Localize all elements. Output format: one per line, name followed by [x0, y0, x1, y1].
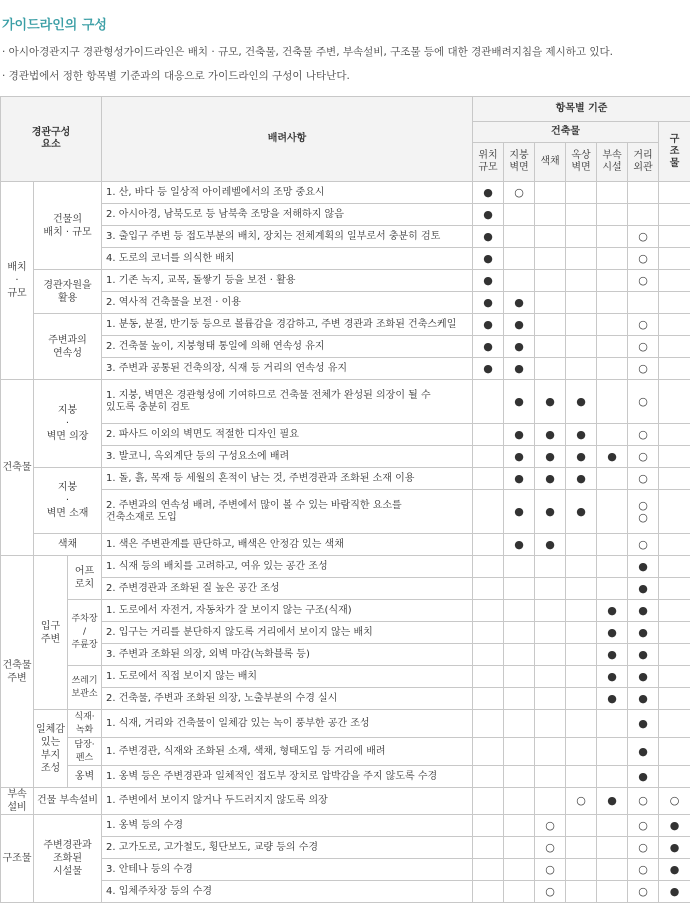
criteria-mark — [473, 766, 504, 788]
criteria-mark — [473, 446, 504, 468]
criteria-mark: ● — [473, 182, 504, 204]
criteria-mark — [597, 314, 628, 336]
group-layout-scale: 배치 · 규모 — [1, 182, 34, 380]
criteria-mark: ● — [628, 578, 659, 600]
criteria-mark: ● — [473, 248, 504, 270]
criteria-mark — [566, 881, 597, 903]
criteria-mark: ● — [566, 468, 597, 490]
criteria-mark — [597, 738, 628, 766]
subgroup-roof-wall-design: 지붕 · 벽면 의장 — [34, 380, 102, 468]
criteria-mark: ● — [566, 446, 597, 468]
criteria-mark: ● — [628, 644, 659, 666]
consideration-item: 2. 주변경관과 조화된 질 높은 공간 조성 — [102, 578, 473, 600]
consideration-item: 1. 기존 녹지, 교목, 돌쌓기 등을 보전 · 활용 — [102, 270, 473, 292]
criteria-mark — [628, 204, 659, 226]
criteria-mark: ● — [566, 424, 597, 446]
criteria-mark: ● — [597, 446, 628, 468]
criteria-mark — [566, 859, 597, 881]
criteria-mark — [566, 837, 597, 859]
criteria-mark: ● — [597, 666, 628, 688]
criteria-mark — [504, 766, 535, 788]
consideration-item: 1. 분동, 분절, 반기둥 등으로 볼륨감을 경감하고, 주변 경관과 조화된 건축스케일 — [102, 314, 473, 336]
criteria-mark — [473, 622, 504, 644]
criteria-mark: ● — [628, 766, 659, 788]
criteria-mark — [473, 578, 504, 600]
consideration-item: 1. 돌, 흙, 목재 등 세월의 흔적이 남는 것, 주변경관과 조화된 소재 이용 — [102, 468, 473, 490]
criteria-mark — [659, 204, 690, 226]
subgroup-entrance: 입구 주변 — [34, 556, 68, 710]
criteria-mark — [566, 248, 597, 270]
criteria-mark: ○ — [535, 815, 566, 837]
subgroup-landscape-resource: 경관자원을 활용 — [34, 270, 102, 314]
criteria-mark — [597, 837, 628, 859]
criteria-mark — [535, 292, 566, 314]
criteria-mark — [504, 688, 535, 710]
criteria-mark — [504, 204, 535, 226]
criteria-mark — [535, 666, 566, 688]
item-approach: 어프 로치 — [68, 556, 102, 600]
consideration-item: 1. 주변에서 보이지 않거나 두드러지지 않도록 의장 — [102, 788, 473, 815]
criteria-mark — [473, 534, 504, 556]
criteria-mark — [659, 490, 690, 534]
criteria-mark — [535, 578, 566, 600]
col-auxiliary: 부속 시설 — [597, 143, 628, 182]
criteria-mark — [597, 534, 628, 556]
criteria-mark — [659, 424, 690, 446]
criteria-mark: ● — [504, 292, 535, 314]
criteria-mark: ● — [659, 859, 690, 881]
criteria-mark: ● — [504, 490, 535, 534]
subgroup-roof-wall-material: 지붕 · 벽면 소재 — [34, 468, 102, 534]
item-fence: 담장· 펜스 — [68, 738, 102, 766]
criteria-mark — [659, 622, 690, 644]
criteria-mark — [659, 468, 690, 490]
criteria-mark: ● — [628, 738, 659, 766]
criteria-mark — [473, 600, 504, 622]
criteria-mark: ○ — [535, 881, 566, 903]
criteria-mark — [473, 490, 504, 534]
col-rooftop-wall: 옥상 벽면 — [566, 143, 597, 182]
criteria-mark — [597, 336, 628, 358]
criteria-mark: ● — [628, 666, 659, 688]
criteria-mark — [597, 468, 628, 490]
group-structure: 구조물 — [1, 815, 34, 903]
consideration-item: 1. 지붕, 벽면은 경관형성에 기여하므로 건축물 전체가 완성된 의장이 될 수 있도록 충분히 검토 — [102, 380, 473, 424]
criteria-mark — [659, 380, 690, 424]
criteria-mark: ○ — [535, 837, 566, 859]
consideration-item: 2. 건축물 높이, 지붕형태 통일에 의해 연속성 유지 — [102, 336, 473, 358]
criteria-mark — [473, 738, 504, 766]
criteria-mark — [473, 644, 504, 666]
criteria-mark — [473, 556, 504, 578]
criteria-mark: ● — [473, 226, 504, 248]
group-building-surroundings: 건축물 주변 — [1, 556, 34, 788]
criteria-mark — [566, 738, 597, 766]
criteria-mark — [535, 226, 566, 248]
criteria-mark — [473, 424, 504, 446]
criteria-mark — [566, 556, 597, 578]
criteria-mark: ○ — [628, 468, 659, 490]
criteria-mark — [535, 710, 566, 738]
criteria-mark: ● — [504, 358, 535, 380]
criteria-mark — [504, 666, 535, 688]
criteria-mark — [535, 622, 566, 644]
intro-bullet-1: · 아시아경관지구 경관형성가이드라인은 배치 · 규모, 건축물, 건축물 주변, 부속설비, 구조물 등에 대한 경관배려지침을 제시하고 있다. — [2, 46, 614, 58]
criteria-mark: ○ — [628, 424, 659, 446]
criteria-mark — [504, 248, 535, 270]
criteria-mark — [535, 644, 566, 666]
item-garbage: 쓰레기 보관소 — [68, 666, 102, 710]
criteria-mark — [504, 622, 535, 644]
intro-bullet-2: · 경관법에서 정한 항목별 기준과의 대응으로 가이드라인의 구성이 나타난다. — [2, 70, 350, 82]
criteria-mark — [535, 336, 566, 358]
criteria-mark: ○ — [628, 788, 659, 815]
criteria-mark — [566, 534, 597, 556]
criteria-mark — [504, 859, 535, 881]
criteria-mark: ● — [628, 600, 659, 622]
criteria-mark: ● — [597, 622, 628, 644]
criteria-mark — [659, 292, 690, 314]
criteria-mark — [597, 248, 628, 270]
col-roof-wall: 지붕 벽면 — [504, 143, 535, 182]
criteria-mark: ● — [473, 336, 504, 358]
consideration-item: 2. 역사적 건축물을 보전 · 이용 — [102, 292, 473, 314]
criteria-mark: ○ — [628, 815, 659, 837]
criteria-mark — [659, 226, 690, 248]
criteria-mark: ● — [628, 556, 659, 578]
consideration-item: 3. 주변과 조화된 의장, 외벽 마감(녹화블록 등) — [102, 644, 473, 666]
consideration-item: 3. 출입구 주변 등 접도부분의 배치, 장치는 전체계획의 일부로서 충분히 검토 — [102, 226, 473, 248]
criteria-mark: ○ — [628, 446, 659, 468]
consideration-item: 2. 건축물, 주변과 조화된 의장, 노출부분의 수경 실시 — [102, 688, 473, 710]
item-planting: 식재· 녹화 — [68, 710, 102, 738]
criteria-mark — [597, 578, 628, 600]
criteria-mark — [597, 358, 628, 380]
criteria-mark: ● — [628, 622, 659, 644]
criteria-mark: ● — [535, 534, 566, 556]
criteria-mark — [597, 226, 628, 248]
criteria-mark — [535, 358, 566, 380]
criteria-mark: ○ — [628, 248, 659, 270]
criteria-mark — [473, 688, 504, 710]
criteria-mark — [504, 556, 535, 578]
criteria-mark: ● — [597, 600, 628, 622]
header-criteria: 항목별 기준 — [473, 97, 690, 122]
criteria-mark: ● — [535, 380, 566, 424]
criteria-mark: ○ — [628, 859, 659, 881]
consideration-item: 1. 식재, 거리와 건축물이 일체감 있는 녹이 풍부한 공간 조성 — [102, 710, 473, 738]
subgroup-color: 색채 — [34, 534, 102, 556]
criteria-mark — [659, 556, 690, 578]
criteria-mark — [659, 666, 690, 688]
group-building: 건축물 — [1, 380, 34, 556]
criteria-mark: ● — [504, 314, 535, 336]
criteria-mark — [566, 182, 597, 204]
criteria-mark — [659, 644, 690, 666]
guideline-table — [0, 96, 690, 903]
criteria-mark: ● — [566, 490, 597, 534]
header-structure: 구 조 물 — [659, 122, 690, 182]
header-consideration: 배려사항 — [102, 97, 473, 182]
subgroup-unified-site: 일체감 있는 부지 조성 — [34, 710, 68, 788]
criteria-mark: ● — [597, 644, 628, 666]
criteria-mark — [535, 688, 566, 710]
criteria-mark — [504, 578, 535, 600]
criteria-mark: ○ — [628, 270, 659, 292]
criteria-mark — [504, 837, 535, 859]
criteria-mark: ● — [597, 788, 628, 815]
header-element: 경관구성 요소 — [1, 97, 102, 182]
criteria-mark — [659, 270, 690, 292]
criteria-mark — [659, 534, 690, 556]
criteria-mark: ● — [504, 424, 535, 446]
criteria-mark — [535, 270, 566, 292]
criteria-mark — [597, 204, 628, 226]
criteria-mark — [473, 815, 504, 837]
criteria-mark — [566, 600, 597, 622]
criteria-mark — [597, 766, 628, 788]
criteria-mark: ● — [504, 446, 535, 468]
criteria-mark — [566, 688, 597, 710]
consideration-item: 2. 주변과의 연속성 배려, 주변에서 많이 볼 수 있는 바람직한 요소를 건축소재로 도입 — [102, 490, 473, 534]
criteria-mark — [473, 666, 504, 688]
criteria-mark — [659, 738, 690, 766]
consideration-item: 1. 식재 등의 배치를 고려하고, 여유 있는 공간 조성 — [102, 556, 473, 578]
criteria-mark: ● — [504, 468, 535, 490]
consideration-item: 1. 산, 바다 등 일상적 아이레벨에서의 조망 중요시 — [102, 182, 473, 204]
subgroup-building-layout: 건물의 배치 · 규모 — [34, 182, 102, 270]
criteria-mark — [659, 446, 690, 468]
criteria-mark — [566, 578, 597, 600]
criteria-mark — [597, 182, 628, 204]
consideration-item: 2. 입구는 거리를 분단하지 않도록 거리에서 보이지 않는 배치 — [102, 622, 473, 644]
criteria-mark: ● — [535, 446, 566, 468]
consideration-item: 4. 도로의 코너를 의식한 배치 — [102, 248, 473, 270]
criteria-mark — [566, 358, 597, 380]
criteria-mark: ○ — [566, 788, 597, 815]
criteria-mark: ● — [659, 837, 690, 859]
criteria-mark — [535, 788, 566, 815]
criteria-mark — [535, 738, 566, 766]
criteria-mark — [473, 881, 504, 903]
criteria-mark — [597, 556, 628, 578]
item-retaining-wall: 옹벽 — [68, 766, 102, 788]
criteria-mark: ● — [659, 815, 690, 837]
criteria-mark — [504, 788, 535, 815]
criteria-mark: ○ — [628, 358, 659, 380]
consideration-item: 1. 색은 주변관계를 판단하고, 배색은 안정감 있는 색채 — [102, 534, 473, 556]
criteria-mark — [535, 248, 566, 270]
criteria-mark — [597, 424, 628, 446]
subgroup-continuity: 주변과의 연속성 — [34, 314, 102, 380]
criteria-mark — [566, 666, 597, 688]
criteria-mark: ○ — [659, 788, 690, 815]
criteria-mark — [628, 292, 659, 314]
consideration-item: 1. 옹벽 등은 주변경관과 일체적인 접도부 장치로 압박감을 주지 않도록 수경 — [102, 766, 473, 788]
criteria-mark: ○ — [628, 336, 659, 358]
criteria-mark — [566, 710, 597, 738]
criteria-mark — [659, 182, 690, 204]
page-title: 가이드라인의 구성 — [2, 18, 107, 33]
criteria-mark — [566, 644, 597, 666]
criteria-mark: ○ — [628, 226, 659, 248]
table-header — [1, 97, 690, 182]
criteria-mark — [504, 738, 535, 766]
criteria-mark — [535, 314, 566, 336]
criteria-mark — [597, 380, 628, 424]
criteria-mark: ○ — [628, 837, 659, 859]
consideration-item: 1. 옹벽 등의 수경 — [102, 815, 473, 837]
criteria-mark: ● — [504, 380, 535, 424]
criteria-mark: ● — [504, 336, 535, 358]
criteria-mark: ● — [566, 380, 597, 424]
criteria-mark — [473, 710, 504, 738]
criteria-mark: ● — [473, 314, 504, 336]
criteria-mark — [535, 556, 566, 578]
criteria-mark — [566, 815, 597, 837]
criteria-mark — [597, 292, 628, 314]
criteria-mark — [504, 644, 535, 666]
criteria-mark: ● — [628, 688, 659, 710]
criteria-mark — [597, 815, 628, 837]
consideration-item: 1. 도로에서 직접 보이지 않는 배치 — [102, 666, 473, 688]
consideration-item: 2. 파사드 이외의 벽면도 적절한 디자인 필요 — [102, 424, 473, 446]
criteria-mark — [597, 881, 628, 903]
criteria-mark: ● — [628, 710, 659, 738]
criteria-mark — [659, 314, 690, 336]
criteria-mark: ● — [597, 688, 628, 710]
criteria-mark: ○ — [504, 182, 535, 204]
criteria-mark — [566, 204, 597, 226]
criteria-mark — [504, 710, 535, 738]
item-parking: 주차장 / 주륜장 — [68, 600, 102, 666]
criteria-mark — [504, 881, 535, 903]
group-auxiliary: 부속 설비 — [1, 788, 34, 815]
criteria-mark — [628, 182, 659, 204]
criteria-mark — [504, 600, 535, 622]
criteria-mark — [659, 578, 690, 600]
criteria-mark — [535, 204, 566, 226]
col-location-scale: 위치 규모 — [473, 143, 504, 182]
table-body — [1, 182, 690, 903]
criteria-mark — [504, 815, 535, 837]
criteria-mark: ○ — [535, 859, 566, 881]
col-color: 색채 — [535, 143, 566, 182]
criteria-mark — [659, 688, 690, 710]
criteria-mark — [597, 490, 628, 534]
criteria-mark — [566, 226, 597, 248]
criteria-mark — [473, 380, 504, 424]
criteria-mark — [597, 859, 628, 881]
criteria-mark: ○ — [628, 534, 659, 556]
consideration-item: 2. 고가도로, 고가철도, 횡단보도, 교량 등의 수경 — [102, 837, 473, 859]
criteria-mark — [566, 314, 597, 336]
criteria-mark: ● — [473, 292, 504, 314]
consideration-item: 4. 입체주차장 등의 수경 — [102, 881, 473, 903]
criteria-mark — [566, 292, 597, 314]
criteria-mark — [473, 788, 504, 815]
criteria-mark: ● — [535, 424, 566, 446]
criteria-mark — [566, 766, 597, 788]
criteria-mark — [659, 248, 690, 270]
subgroup-harmonized-facility: 주변경관과 조화된 시설물 — [34, 815, 102, 903]
criteria-mark: ● — [473, 358, 504, 380]
consideration-item: 3. 안테나 등의 수경 — [102, 859, 473, 881]
criteria-mark: ● — [473, 270, 504, 292]
criteria-mark — [659, 766, 690, 788]
header-building: 건축물 — [473, 122, 659, 143]
criteria-mark — [473, 859, 504, 881]
criteria-mark — [504, 270, 535, 292]
criteria-mark: ○ — [628, 380, 659, 424]
subgroup-building-auxiliary: 건물 부속설비 — [34, 788, 102, 815]
criteria-mark — [535, 182, 566, 204]
criteria-mark: ● — [659, 881, 690, 903]
criteria-mark: ● — [535, 490, 566, 534]
criteria-mark — [504, 226, 535, 248]
criteria-mark — [566, 336, 597, 358]
criteria-mark: ● — [504, 534, 535, 556]
criteria-mark — [659, 600, 690, 622]
criteria-mark — [566, 622, 597, 644]
criteria-mark — [473, 837, 504, 859]
criteria-mark — [597, 710, 628, 738]
criteria-mark: ○ — [628, 314, 659, 336]
criteria-mark: ○ — [628, 881, 659, 903]
col-street-exterior: 거리 외관 — [628, 143, 659, 182]
criteria-mark — [659, 710, 690, 738]
criteria-mark — [473, 468, 504, 490]
criteria-mark — [535, 766, 566, 788]
criteria-mark — [659, 358, 690, 380]
consideration-item: 1. 도로에서 자전거, 자동차가 잘 보이지 않는 구조(식재) — [102, 600, 473, 622]
consideration-item: 3. 주변과 공통된 건축의장, 식재 등 거리의 연속성 유지 — [102, 358, 473, 380]
criteria-mark: ● — [473, 204, 504, 226]
consideration-item: 2. 아시아경, 남북도로 등 남북축 조망을 저해하지 않음 — [102, 204, 473, 226]
criteria-mark — [597, 270, 628, 292]
criteria-mark — [566, 270, 597, 292]
criteria-mark — [535, 600, 566, 622]
consideration-item: 3. 발코니, 옥외계단 등의 구성요소에 배려 — [102, 446, 473, 468]
consideration-item: 1. 주변경관, 식재와 조화된 소재, 색채, 형태도입 등 거리에 배려 — [102, 738, 473, 766]
criteria-mark — [659, 336, 690, 358]
criteria-mark: ○ ○ — [628, 490, 659, 534]
criteria-mark: ● — [535, 468, 566, 490]
